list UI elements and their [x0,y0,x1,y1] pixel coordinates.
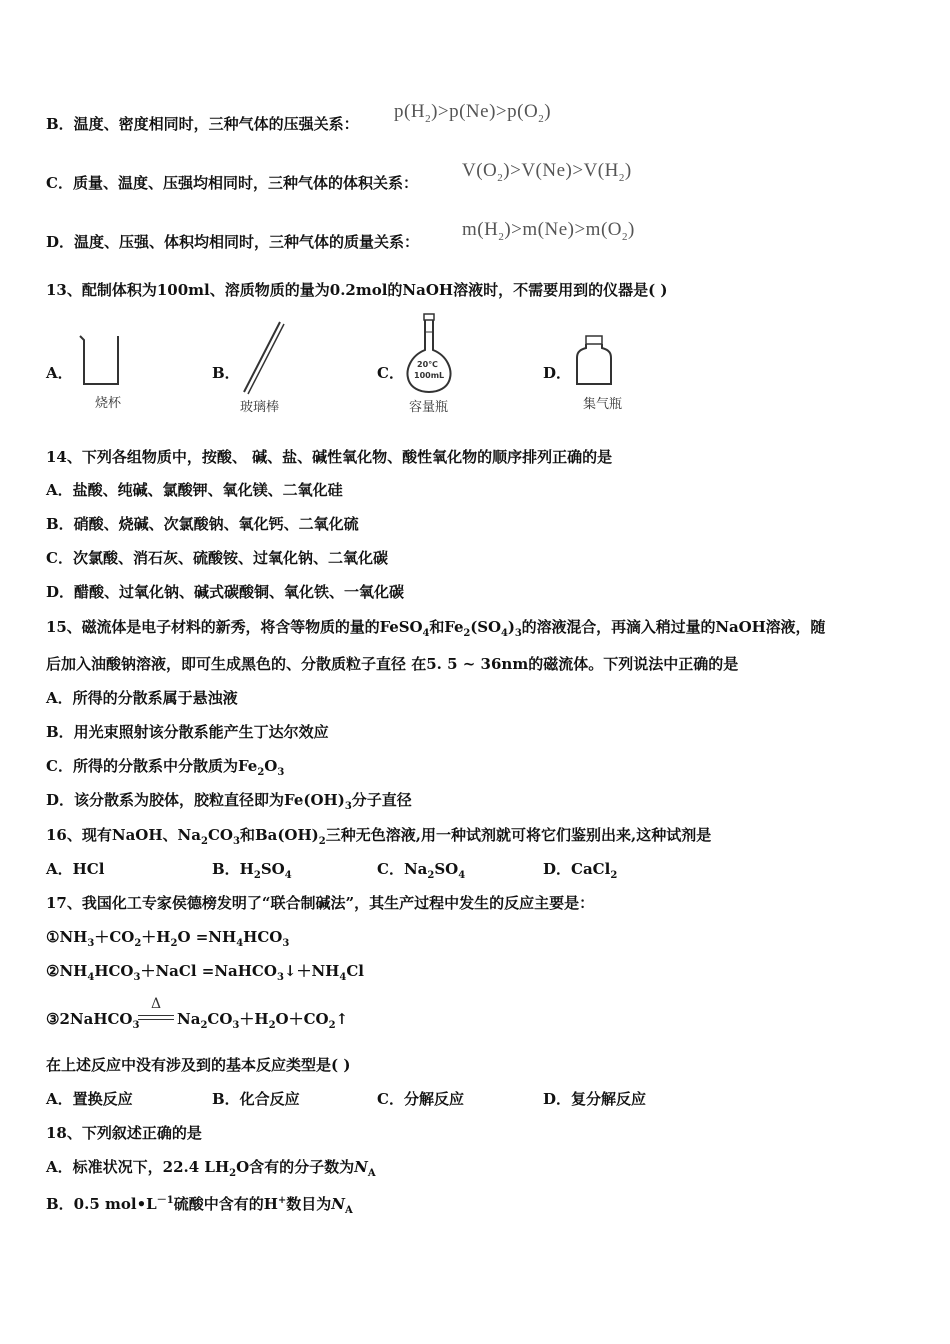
q13-caption-volumetric-flask: 容量瓶 [409,400,449,415]
q14-stem: 14、下列各组物质中，按酸、 碱、盐、碱性氧化物、酸性氧化物的顺序排列正确的是 [46,448,613,466]
q13-flask-temp-mark: 20℃ [417,360,438,369]
q12-option-c-formula: $V(O_2)>V(Ne)>V(H_2)$ [462,160,632,184]
q15-stem-line1: 15、磁流体是电子材料的新秀，将含等物质的量的FeSO$_4$和$Fe_2(SO_4)_3$的溶液混合，再滴入稍过量的NaOH溶液，随 [46,618,826,639]
q17-reaction-1: $①NH_3+CO_2+H_2O =NH_4HCO_3$ [46,928,290,949]
q16-option-c: C．$Na_2SO_4$ [377,860,466,881]
q12-option-d-formula: $m(H_2)>m(Ne)>m(O_2)$ [462,219,635,243]
q12-option-c [46,173,418,193]
q15-stem-line2: 后加入油酸钠溶液，即可生成黑色的、分散质粒子直径 在5. 5 ~ 36nm的磁流体。下列说法中正确的是 [46,655,739,673]
q13-option-c-letter: C． [377,364,404,382]
q12-option-d-label: D．温度、压强、体积均相同时，三种气体的质量关系： [46,233,420,251]
q13-stem: 13、配制体积为100ml、溶质物质的量为0.2mol的NaOH溶液时，不需要用到的仪器是( ) [46,281,668,299]
equals-line-top [138,1015,174,1016]
q13-caption-glass-rod: 玻璃棒 [240,400,280,415]
equals-line-bottom [138,1019,174,1020]
q14-option-a: A．盐酸、纯碱、氯酸钾、氧化镁、二氧化硅 [46,481,343,499]
q17-stem: 17、我国化工专家侯德榜发明了“联合制碱法”，其生产过程中发生的反应主要是： [46,894,595,912]
q14-option-d: D．醋酸、过氧化钠、碱式碳酸铜、氧化铁、一氧化碳 [46,583,405,601]
q18-option-a: A．标准状况下，22.4 $LH_2O$含有的分子数为$N_A$ [46,1158,376,1179]
gas-jar-icon [574,334,614,388]
q17-option-a: A．置换反应 [46,1090,133,1108]
q15-option-c: C．所得的分散系中分散质为$Fe_2O_3$ [46,757,285,778]
q13-caption-gas-jar: 集气瓶 [583,397,623,412]
q17-reaction-3-reactant: ③2NaHCO$_3$ [46,1010,140,1031]
q14-option-c: C．次氯酸、消石灰、硫酸铵、过氧化钠、二氧化碳 [46,549,388,567]
heat-delta-symbol: Δ [151,996,162,1012]
q17-question: 在上述反应中没有涉及到的基本反应类型是( ) [46,1056,351,1074]
q16-stem: 16、现有NaOH、$Na_2CO_3$和$Ba(OH)_2$三种无色溶液,用一种试剂就可将它们鉴别出来,这种试剂是 [46,826,712,847]
q12-option-b [46,114,359,134]
q15-option-b: B．用光束照射该分散系能产生丁达尔效应 [46,723,329,741]
q17-option-d: D．复分解反应 [543,1090,647,1108]
q18-stem: 18、下列叙述正确的是 [46,1124,202,1142]
beaker-icon [76,332,124,388]
q17-reaction-3-products: $Na_2CO_3+H_2O+CO_2↑$ [177,1010,349,1031]
q13-flask-volume-mark: 100mL [414,371,445,380]
q17-option-b: B．化合反应 [212,1090,300,1108]
q12-option-c-label: C．质量、温度、压强均相同时，三种气体的体积关系： [46,174,418,192]
q16-option-a: A．HCl [46,860,105,878]
volumetric-flask-icon [404,310,454,394]
q13-option-a-letter: A． [46,364,73,382]
q18-option-b: B．0.5 $mol•L^{-1}$硫酸中含有的H+数目为$N_A$ [46,1195,353,1216]
q14-option-b: B．硝酸、烧碱、次氯酸钠、氧化钙、二氧化硫 [46,515,359,533]
q13-option-d-letter: D． [543,364,572,382]
glass-rod-icon [236,318,286,396]
q12-option-d [46,232,419,252]
q13-option-b-letter: B． [212,364,240,382]
q12-option-b-formula: $p(H_2)>p(Ne)>p(O_2)$ [394,101,552,125]
q13-caption-beaker: 烧杯 [95,396,122,411]
q16-option-b: B．$H_2SO_4$ [212,860,292,881]
q15-option-a: A．所得的分散系属于悬浊液 [46,689,238,707]
q15-option-d: D．该分散系为胶体，胶粒直径即为$Fe(OH)_3$分子直径 [46,791,412,812]
q12-option-b-label: B．温度、密度相同时，三种气体的压强关系： [46,115,359,133]
q16-option-d: D．CaCl$_2$ [543,860,618,881]
q17-option-c: C．分解反应 [377,1090,464,1108]
q17-reaction-2: $②NH_4HCO_3+NaCl$ $=NaHCO_3↓+NH_4Cl$ [46,962,364,983]
